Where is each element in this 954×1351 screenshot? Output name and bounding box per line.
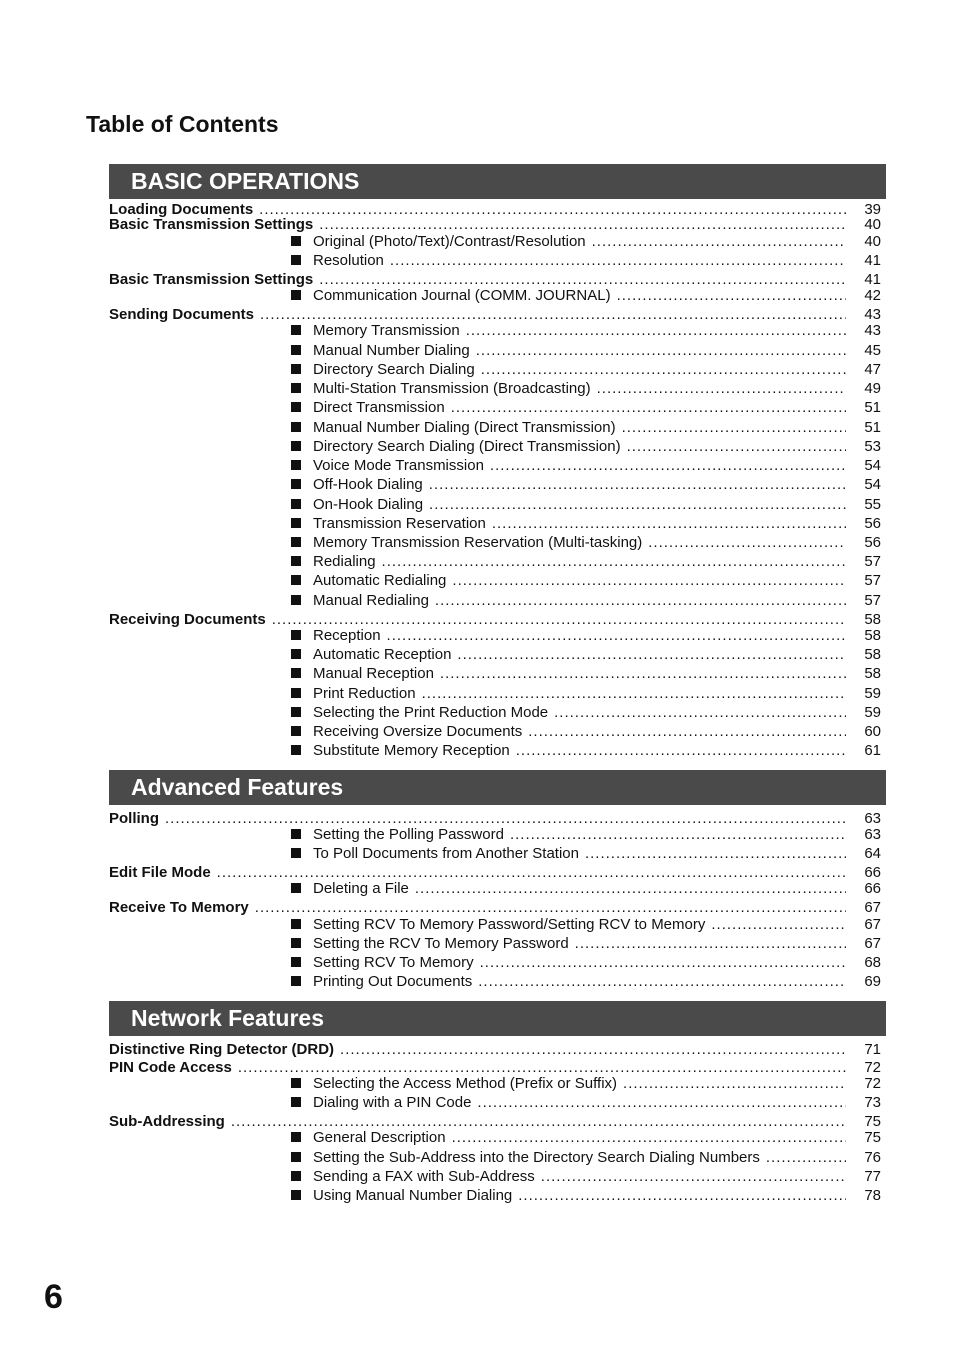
toc-page-number: 63	[864, 826, 881, 843]
toc-page-number: 67	[864, 935, 881, 952]
square-bullet-icon	[291, 518, 301, 528]
dot-leader	[622, 419, 846, 437]
toc-page-number: 63	[864, 810, 881, 827]
toc-subentry[interactable]	[0, 723, 954, 741]
page-title: Table of Contents	[86, 111, 279, 137]
toc-subentry[interactable]	[0, 476, 954, 494]
toc-page-number: 58	[864, 646, 881, 663]
square-bullet-icon	[291, 441, 301, 451]
toc-entry-title: Loading Documents	[109, 201, 254, 218]
dot-leader	[554, 704, 846, 722]
toc-subentry[interactable]	[0, 496, 954, 514]
toc-entry-title: Receiving Documents	[109, 611, 266, 628]
toc-entry-title: Directory Search Dialing (Direct Transmission)	[313, 438, 621, 455]
square-bullet-icon	[291, 1171, 301, 1181]
dot-leader	[711, 916, 846, 934]
toc-subentry[interactable]	[0, 880, 954, 898]
toc-entry-title: Multi-Station Transmission (Broadcasting)	[313, 380, 591, 397]
dot-leader	[451, 399, 846, 417]
toc-subentry[interactable]	[0, 665, 954, 683]
toc-entry-title: Sub-Addressing	[109, 1113, 225, 1130]
toc-subentry[interactable]	[0, 1129, 954, 1147]
toc-subentry[interactable]	[0, 954, 954, 972]
toc-entry-title: Off-Hook Dialing	[313, 476, 423, 493]
toc-entry[interactable]	[0, 1041, 954, 1059]
dot-leader	[617, 287, 846, 305]
toc-subentry[interactable]	[0, 916, 954, 934]
toc-subentry[interactable]	[0, 592, 954, 610]
toc-subentry[interactable]	[0, 515, 954, 533]
toc-page-number: 41	[864, 271, 881, 288]
dot-leader	[466, 322, 846, 340]
square-bullet-icon	[291, 1132, 301, 1142]
dot-leader	[510, 826, 846, 844]
square-bullet-icon	[291, 829, 301, 839]
toc-entry[interactable]	[0, 899, 954, 917]
toc-page-number: 41	[864, 252, 881, 269]
toc-page-number: 61	[864, 742, 881, 759]
toc-page-number: 55	[864, 496, 881, 513]
toc-subentry[interactable]	[0, 252, 954, 270]
toc-entry-title: Sending Documents	[109, 306, 255, 323]
toc-page-number: 77	[864, 1168, 881, 1185]
square-bullet-icon	[291, 364, 301, 374]
toc-page-number: 60	[864, 723, 881, 740]
square-bullet-icon	[291, 1152, 301, 1162]
toc-subentry[interactable]	[0, 534, 954, 552]
toc-subentry[interactable]	[0, 704, 954, 722]
toc-entry-title: Manual Number Dialing	[313, 342, 470, 359]
toc-entry-title: Substitute Memory Reception	[313, 742, 510, 759]
dot-leader	[528, 723, 846, 741]
toc-subentry[interactable]	[0, 553, 954, 571]
toc-entry-title: Reception	[313, 627, 381, 644]
toc-entry-title: Manual Redialing	[313, 592, 429, 609]
square-bullet-icon	[291, 575, 301, 585]
dot-leader	[390, 252, 846, 270]
toc-page-number: 54	[864, 457, 881, 474]
square-bullet-icon	[291, 383, 301, 393]
square-bullet-icon	[291, 883, 301, 893]
toc-page-number: 51	[864, 419, 881, 436]
toc-entry-title: Communication Journal (COMM. JOURNAL)	[313, 287, 611, 304]
dot-leader	[415, 880, 846, 898]
toc-page-number: 72	[864, 1075, 881, 1092]
toc-entry-title: Original (Photo/Text)/Contrast/Resolution	[313, 233, 586, 250]
toc-page-number: 59	[864, 704, 881, 721]
toc-page-number: 51	[864, 399, 881, 416]
dot-leader	[592, 233, 846, 251]
square-bullet-icon	[291, 345, 301, 355]
toc-page-number: 43	[864, 306, 881, 323]
toc-page-number: 54	[864, 476, 881, 493]
toc-page-number: 66	[864, 880, 881, 897]
toc-entry-title: Setting the Sub-Address into the Directory Search Dialing Numbers	[313, 1149, 760, 1166]
toc-entry-title: PIN Code Access	[109, 1059, 232, 1076]
dot-leader	[452, 572, 846, 590]
toc-entry-title: Setting the RCV To Memory Password	[313, 935, 569, 952]
toc-entry-title: Setting RCV To Memory Password/Setting RCV to Memory	[313, 916, 706, 933]
toc-subentry[interactable]	[0, 845, 954, 863]
toc-subentry[interactable]	[0, 361, 954, 379]
toc-entry-title: Memory Transmission Reservation (Multi-tasking)	[313, 534, 643, 551]
square-bullet-icon	[291, 976, 301, 986]
dot-leader	[518, 1187, 846, 1205]
toc-entry-title: Manual Number Dialing (Direct Transmission)	[313, 419, 616, 436]
square-bullet-icon	[291, 460, 301, 470]
dot-leader	[387, 627, 846, 645]
toc-page-number: 40	[864, 216, 881, 233]
toc-subentry[interactable]	[0, 438, 954, 456]
toc-page-number: 75	[864, 1129, 881, 1146]
toc-subentry[interactable]	[0, 342, 954, 360]
square-bullet-icon	[291, 1078, 301, 1088]
square-bullet-icon	[291, 595, 301, 605]
square-bullet-icon	[291, 422, 301, 432]
toc-subentry[interactable]	[0, 287, 954, 305]
section-header: Network Features	[109, 1001, 886, 1036]
toc-page-number: 78	[864, 1187, 881, 1204]
toc-page-number: 57	[864, 572, 881, 589]
toc-page-number: 68	[864, 954, 881, 971]
dot-leader	[480, 954, 846, 972]
toc-subentry[interactable]	[0, 627, 954, 645]
toc-entry-title: Print Reduction	[313, 685, 416, 702]
toc-subentry[interactable]	[0, 1187, 954, 1205]
section-header: Advanced Features	[109, 770, 886, 805]
toc-subentry[interactable]	[0, 973, 954, 991]
toc-entry-title: Voice Mode Transmission	[313, 457, 484, 474]
toc-page-number: 58	[864, 611, 881, 628]
square-bullet-icon	[291, 668, 301, 678]
square-bullet-icon	[291, 290, 301, 300]
toc-subentry[interactable]	[0, 685, 954, 703]
dot-leader	[457, 646, 846, 664]
toc-entry-title: Selecting the Print Reduction Mode	[313, 704, 549, 721]
dot-leader	[492, 515, 846, 533]
dot-leader	[452, 1129, 846, 1147]
toc-subentry[interactable]	[0, 380, 954, 398]
dot-leader	[627, 438, 846, 456]
toc-page-number: 45	[864, 342, 881, 359]
square-bullet-icon	[291, 630, 301, 640]
toc-entry-title: Selecting the Access Method (Prefix or Suffix)	[313, 1075, 618, 1092]
toc-subentry[interactable]	[0, 826, 954, 844]
section-header: BASIC OPERATIONS	[109, 164, 886, 199]
toc-page-number: 53	[864, 438, 881, 455]
dot-leader	[422, 685, 846, 703]
toc-page-number: 40	[864, 233, 881, 250]
toc-entry-title: Dialing with a PIN Code	[313, 1094, 472, 1111]
toc-page-number: 73	[864, 1094, 881, 1111]
dot-leader	[440, 665, 846, 683]
toc-entry-title: To Poll Documents from Another Station	[313, 845, 579, 862]
dot-leader	[340, 1041, 846, 1059]
toc-page-number: 42	[864, 287, 881, 304]
square-bullet-icon	[291, 938, 301, 948]
toc-page-number: 58	[864, 627, 881, 644]
square-bullet-icon	[291, 848, 301, 858]
square-bullet-icon	[291, 919, 301, 929]
toc-page-number: 67	[864, 899, 881, 916]
toc-subentry[interactable]	[0, 742, 954, 760]
toc-subentry[interactable]	[0, 399, 954, 417]
square-bullet-icon	[291, 707, 301, 717]
toc-entry-title: Using Manual Number Dialing	[313, 1187, 513, 1204]
dot-leader	[541, 1168, 846, 1186]
toc-entry-title: Sending a FAX with Sub-Address	[313, 1168, 535, 1185]
dot-leader	[766, 1149, 846, 1167]
square-bullet-icon	[291, 402, 301, 412]
toc-entry-title: Receiving Oversize Documents	[313, 723, 523, 740]
dot-leader	[481, 361, 846, 379]
toc-entry-title: Setting the Polling Password	[313, 826, 504, 843]
square-bullet-icon	[291, 1190, 301, 1200]
toc-subentry[interactable]	[0, 1168, 954, 1186]
dot-leader	[575, 935, 846, 953]
toc-entry-title: Manual Reception	[313, 665, 434, 682]
dot-leader	[585, 845, 846, 863]
toc-subentry[interactable]	[0, 1149, 954, 1167]
toc-entry-title: Basic Transmission Settings	[109, 271, 314, 288]
toc-page-number: 56	[864, 515, 881, 532]
toc-page-number: 69	[864, 973, 881, 990]
toc-subentry[interactable]	[0, 419, 954, 437]
dot-leader	[319, 216, 846, 234]
toc-page-number: 76	[864, 1149, 881, 1166]
toc-entry-title: General Description	[313, 1129, 446, 1146]
square-bullet-icon	[291, 236, 301, 246]
square-bullet-icon	[291, 479, 301, 489]
toc-page-number: 66	[864, 864, 881, 881]
dot-leader	[476, 342, 846, 360]
toc-subentry[interactable]	[0, 1075, 954, 1093]
toc-page-number: 43	[864, 322, 881, 339]
dot-leader	[429, 476, 846, 494]
toc-entry-title: On-Hook Dialing	[313, 496, 424, 513]
square-bullet-icon	[291, 957, 301, 967]
toc-subentry[interactable]	[0, 935, 954, 953]
square-bullet-icon	[291, 745, 301, 755]
dot-leader	[648, 534, 846, 552]
square-bullet-icon	[291, 499, 301, 509]
square-bullet-icon	[291, 325, 301, 335]
square-bullet-icon	[291, 1097, 301, 1107]
dot-leader	[597, 380, 846, 398]
dot-leader	[429, 496, 846, 514]
square-bullet-icon	[291, 556, 301, 566]
toc-entry[interactable]	[0, 216, 954, 234]
toc-page-number: 47	[864, 361, 881, 378]
toc-entry-title: Directory Search Dialing	[313, 361, 475, 378]
toc-page-number: 72	[864, 1059, 881, 1076]
toc-page-number: 64	[864, 845, 881, 862]
toc-page-number: 56	[864, 534, 881, 551]
dot-leader	[477, 1094, 846, 1112]
toc-page-number: 58	[864, 665, 881, 682]
toc-entry-title: Setting RCV To Memory	[313, 954, 474, 971]
dot-leader	[516, 742, 846, 760]
toc-page-number: 59	[864, 685, 881, 702]
toc-entry-title: Polling	[109, 810, 159, 827]
square-bullet-icon	[291, 255, 301, 265]
toc-subentry[interactable]	[0, 572, 954, 590]
square-bullet-icon	[291, 726, 301, 736]
dot-leader	[435, 592, 846, 610]
page-number: 6	[44, 1278, 63, 1316]
toc-entry-title: Edit File Mode	[109, 864, 211, 881]
toc-page-number: 71	[864, 1041, 881, 1058]
toc-subentry[interactable]	[0, 646, 954, 664]
dot-leader	[255, 899, 846, 917]
dot-leader	[478, 973, 846, 991]
dot-leader	[623, 1075, 846, 1093]
square-bullet-icon	[291, 537, 301, 547]
toc-entry-title: Deleting a File	[313, 880, 409, 897]
dot-leader	[490, 457, 846, 475]
toc-entry-title: Automatic Reception	[313, 646, 452, 663]
toc-subentry[interactable]	[0, 322, 954, 340]
toc-page-number: 75	[864, 1113, 881, 1130]
toc-subentry[interactable]	[0, 457, 954, 475]
toc-subentry[interactable]	[0, 233, 954, 251]
toc-entry-title: Memory Transmission	[313, 322, 460, 339]
toc-entry-title: Direct Transmission	[313, 399, 445, 416]
toc-page-number: 57	[864, 553, 881, 570]
toc-entry-title: Printing Out Documents	[313, 973, 473, 990]
toc-page-number: 57	[864, 592, 881, 609]
dot-leader	[382, 553, 846, 571]
toc-entry-title: Basic Transmission Settings	[109, 216, 314, 233]
toc-page-number: 67	[864, 916, 881, 933]
toc-entry-title: Transmission Reservation	[313, 515, 486, 532]
toc-subentry[interactable]	[0, 1094, 954, 1112]
toc-entry-title: Resolution	[313, 252, 384, 269]
square-bullet-icon	[291, 649, 301, 659]
toc-entry-title: Distinctive Ring Detector (DRD)	[109, 1041, 335, 1058]
toc-entry-title: Receive To Memory	[109, 899, 249, 916]
toc-entry-title: Automatic Redialing	[313, 572, 447, 589]
toc-page-number: 39	[864, 201, 881, 218]
square-bullet-icon	[291, 688, 301, 698]
toc-page-number: 49	[864, 380, 881, 397]
toc-entry-title: Redialing	[313, 553, 376, 570]
